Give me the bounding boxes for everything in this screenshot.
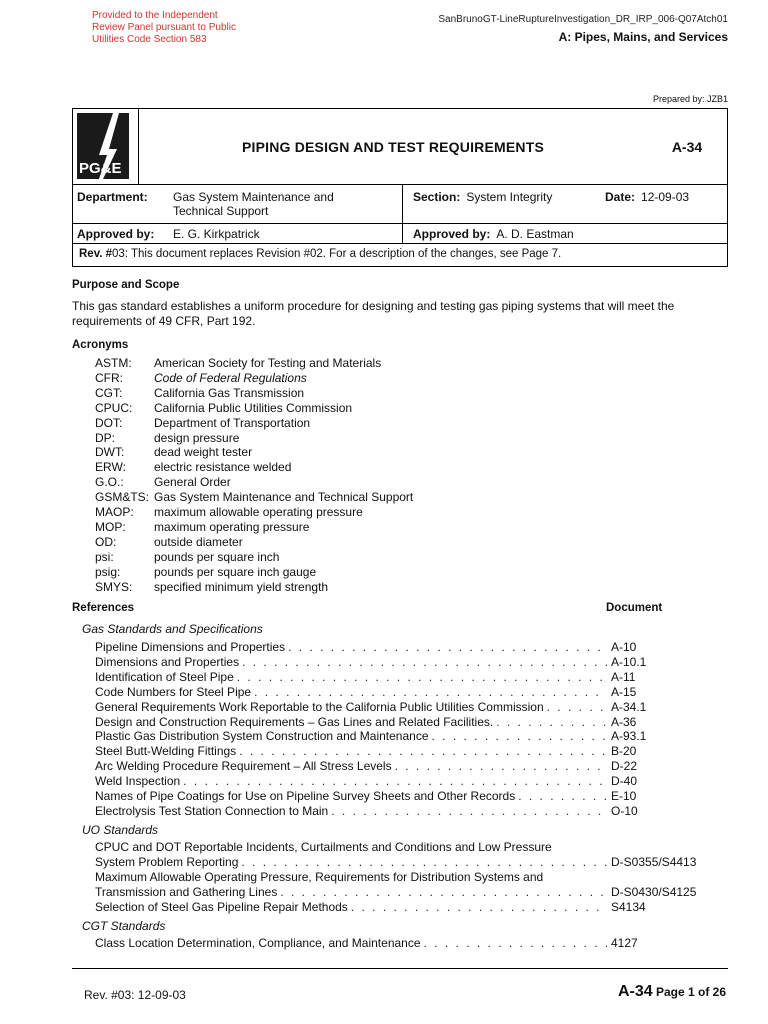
approved-by-line bbox=[73, 223, 402, 243]
acronyms-list bbox=[95, 356, 413, 595]
notice-line: Provided to the Independent bbox=[92, 10, 218, 21]
document-code: A-34 bbox=[671, 138, 703, 155]
acronym-abbr: MOP: bbox=[95, 519, 126, 534]
reference-row bbox=[95, 744, 715, 759]
reference-title: Arc Welding Procedure Requirement – All Stress Levels bbox=[95, 759, 392, 774]
acronym-abbr: MAOP: bbox=[95, 505, 134, 520]
header-box bbox=[72, 108, 728, 267]
reference-doc-number: A-36 bbox=[611, 714, 637, 729]
reference-row bbox=[95, 700, 715, 715]
acronym-row bbox=[95, 520, 413, 535]
acronym-definition: California Gas Transmission bbox=[154, 385, 305, 400]
acronym-definition: General Order bbox=[154, 475, 231, 490]
acronym-definition: Department of Transportation bbox=[154, 415, 311, 430]
dot-leader bbox=[348, 900, 607, 915]
section-label: Section: bbox=[413, 190, 461, 204]
acronym-row bbox=[95, 460, 413, 475]
reference-doc-number: E-10 bbox=[611, 789, 637, 804]
reference-doc-number: A-34.1 bbox=[611, 699, 647, 714]
document-column-heading: Document bbox=[606, 602, 663, 614]
reference-doc-number: D-22 bbox=[611, 759, 638, 774]
reference-title: Steel Butt-Welding Fittings bbox=[95, 744, 237, 759]
purpose-heading: Purpose and Scope bbox=[72, 279, 180, 291]
reference-title: Design and Construction Requirements – Gas Lines and Related Facilities. bbox=[95, 714, 494, 729]
acronym-row bbox=[95, 386, 413, 401]
section-value: System Integrity bbox=[466, 190, 553, 204]
dot-leader bbox=[234, 670, 607, 685]
acronym-definition: electric resistance welded bbox=[154, 460, 292, 475]
header-title-row bbox=[73, 109, 727, 185]
document-id: SanBrunoGT-LineRuptureInvestigation_DR_IRP_006-Q07Atch01 bbox=[438, 14, 728, 25]
reference-doc-number: B-20 bbox=[611, 744, 637, 759]
reference-row bbox=[95, 789, 715, 804]
pge-logo-icon bbox=[73, 109, 137, 183]
acronym-abbr: G.O.: bbox=[95, 475, 124, 490]
reference-row bbox=[95, 640, 715, 655]
dot-leader bbox=[236, 744, 607, 759]
reference-title: Dimensions and Properties bbox=[95, 654, 240, 669]
reference-doc-number: D-S0430/S4125 bbox=[611, 884, 697, 899]
reference-doc-number: 4127 bbox=[611, 936, 638, 950]
acronym-row bbox=[95, 431, 413, 446]
reference-title: Pipeline Dimensions and Properties bbox=[95, 640, 286, 654]
reference-doc-number: D-40 bbox=[611, 774, 638, 789]
acronym-row bbox=[95, 371, 413, 386]
department-value-line: Technical Support bbox=[173, 204, 269, 218]
acronym-definition: pounds per square inch bbox=[154, 549, 280, 564]
acronym-definition: specified minimum yield strength bbox=[154, 579, 329, 594]
acronym-definition: California Public Utilities Commission bbox=[154, 400, 353, 415]
date-value: 12-09-03 bbox=[641, 190, 690, 204]
reference-title: Electrolysis Test Station Connection to Main bbox=[95, 803, 329, 818]
reference-row bbox=[95, 885, 715, 900]
acronym-abbr: OD: bbox=[95, 534, 117, 549]
reference-row bbox=[95, 655, 715, 670]
acronym-abbr: psig: bbox=[95, 564, 121, 579]
acronym-definition: American Society for Testing and Materials bbox=[154, 356, 382, 370]
acronyms-heading: Acronyms bbox=[72, 339, 129, 351]
notice-line: Review Panel pursuant to Public bbox=[92, 22, 236, 33]
footer-doc-code: A-34 bbox=[617, 983, 653, 1000]
reference-title-line: Maximum Allowable Operating Pressure, Requirements for Distribution Systems and bbox=[95, 869, 544, 884]
gas-standards-list bbox=[95, 640, 715, 819]
reference-doc-number: A-10 bbox=[611, 640, 637, 654]
acronym-abbr: DOT: bbox=[95, 415, 123, 430]
reference-row bbox=[95, 804, 715, 819]
dot-leader bbox=[392, 759, 607, 774]
reference-row bbox=[95, 855, 715, 870]
reference-doc-number: A-11 bbox=[611, 669, 636, 684]
footer-page-text: Page 1 of 26 bbox=[652, 985, 726, 999]
pge-logo bbox=[73, 109, 139, 184]
dot-leader bbox=[277, 885, 607, 900]
approved-by-line-2 bbox=[403, 223, 727, 243]
reference-doc-number: A-93.1 bbox=[611, 729, 647, 744]
reference-title: Code Numbers for Steel Pipe bbox=[95, 684, 252, 699]
section-block bbox=[403, 185, 727, 243]
date-label: Date: bbox=[605, 190, 636, 204]
acronym-abbr: DWT: bbox=[95, 445, 125, 460]
reference-title: Identification of Steel Pipe bbox=[95, 669, 234, 684]
uo-standards-heading: UO Standards bbox=[82, 823, 159, 837]
department-line bbox=[73, 185, 402, 223]
reference-doc-number: O-10 bbox=[611, 803, 638, 818]
acronym-abbr: CFR: bbox=[95, 370, 123, 385]
acronym-definition: design pressure bbox=[154, 430, 240, 445]
acronym-abbr: ERW: bbox=[95, 460, 126, 475]
logo-text: PG&E bbox=[79, 160, 122, 177]
acronym-abbr: DP: bbox=[95, 430, 116, 445]
department-value bbox=[173, 190, 398, 223]
footer-page-number bbox=[618, 983, 726, 1001]
acronym-row bbox=[95, 565, 413, 580]
acronym-row bbox=[95, 356, 413, 371]
acronym-definition: maximum allowable operating pressure bbox=[154, 505, 363, 520]
notice-line: Utilities Code Section 583 bbox=[92, 34, 207, 45]
acronym-abbr: CGT: bbox=[95, 385, 123, 400]
acronym-abbr: CPUC: bbox=[95, 400, 133, 415]
purpose-line: This gas standard establishes a uniform procedure for designing and testing gas piping systems that will meet the bbox=[72, 299, 675, 313]
cgt-standards-heading: CGT Standards bbox=[82, 919, 166, 933]
reference-row bbox=[95, 715, 715, 730]
section-field bbox=[413, 190, 605, 223]
department-label: Department: bbox=[77, 190, 148, 204]
dot-leader bbox=[285, 640, 607, 655]
reference-row bbox=[95, 900, 715, 915]
dot-leader bbox=[429, 729, 608, 744]
dot-leader bbox=[544, 700, 607, 715]
acronym-definition: pounds per square inch gauge bbox=[154, 564, 317, 579]
dot-leader bbox=[238, 855, 607, 870]
acronym-row bbox=[95, 490, 413, 505]
acronym-row bbox=[95, 505, 413, 520]
acronym-abbr: SMYS: bbox=[95, 579, 133, 594]
revision-label: Rev. # bbox=[79, 248, 113, 260]
dot-leader bbox=[180, 774, 607, 789]
review-panel-notice bbox=[92, 10, 236, 46]
reference-doc-number: A-10.1 bbox=[611, 654, 647, 669]
gas-standards-heading: Gas Standards and Specifications bbox=[82, 622, 263, 636]
reference-title-line: CPUC and DOT Reportable Incidents, Curtailments and Conditions and Low Pressure bbox=[95, 840, 552, 854]
approved-by-value: A. D. Eastman bbox=[496, 227, 574, 241]
acronym-row bbox=[95, 580, 413, 595]
cgt-standards-list bbox=[95, 936, 715, 951]
reference-doc-number: A-15 bbox=[611, 684, 637, 699]
reference-title: Selection of Steel Gas Pipeline Repair Methods bbox=[95, 899, 348, 914]
reference-row bbox=[95, 670, 715, 685]
reference-title: System Problem Reporting bbox=[95, 854, 239, 869]
section-title: A: Pipes, Mains, and Services bbox=[558, 30, 728, 44]
references-heading: References bbox=[72, 602, 135, 614]
acronym-definition: outside diameter bbox=[154, 534, 243, 549]
acronym-row bbox=[95, 550, 413, 565]
reference-title: Class Location Determination, Compliance, and Maintenance bbox=[95, 936, 421, 950]
reference-title: General Requirements Work Reportable to the California Public Utilities Commission bbox=[95, 699, 544, 714]
reference-row bbox=[95, 936, 715, 951]
reference-title: Plastic Gas Distribution System Construction and Maintenance bbox=[95, 729, 429, 744]
acronym-abbr: ASTM: bbox=[95, 356, 132, 370]
acronym-definition: Gas System Maintenance and Technical Support bbox=[154, 490, 414, 505]
dot-leader bbox=[515, 789, 607, 804]
acronym-abbr: psi: bbox=[95, 549, 114, 564]
acronym-definition: maximum operating pressure bbox=[154, 519, 310, 534]
acronym-row bbox=[95, 445, 413, 460]
section-date-line bbox=[403, 185, 727, 223]
footer-rule bbox=[72, 968, 728, 969]
acronym-definition: dead weight tester bbox=[154, 445, 253, 460]
department-value-line: Gas System Maintenance and bbox=[173, 190, 334, 204]
reference-title: Transmission and Gathering Lines bbox=[95, 884, 278, 899]
dot-leader bbox=[251, 685, 607, 700]
acronym-definition: Code of Federal Regulations bbox=[154, 370, 307, 385]
reference-row bbox=[95, 729, 715, 744]
reference-row bbox=[95, 774, 715, 789]
reference-doc-number: D-S0355/S4413 bbox=[611, 854, 697, 869]
dot-leader bbox=[239, 655, 607, 670]
dot-leader bbox=[328, 804, 607, 819]
approved-by-label: Approved by: bbox=[77, 227, 155, 241]
date-field bbox=[605, 190, 689, 223]
header-meta-row bbox=[73, 185, 727, 244]
purpose-paragraph bbox=[72, 299, 728, 329]
reference-row bbox=[95, 685, 715, 700]
document-title: PIPING DESIGN AND TEST REQUIREMENTS bbox=[241, 138, 545, 155]
dot-leader bbox=[493, 715, 607, 730]
acronym-row bbox=[95, 475, 413, 490]
reference-row bbox=[95, 759, 715, 774]
approved-by-label: Approved by: bbox=[413, 227, 491, 241]
dot-leader bbox=[421, 936, 607, 951]
acronym-row bbox=[95, 401, 413, 416]
acronym-row bbox=[95, 535, 413, 550]
revision-text: 03: This document replaces Revision #02. For a description of the changes, see Page 7. bbox=[112, 248, 562, 260]
prepared-by: Prepared by: JZB1 bbox=[652, 94, 728, 104]
acronym-row bbox=[95, 416, 413, 431]
uo-standards-list bbox=[95, 840, 715, 915]
reference-title: Names of Pipe Coatings for Use on Pipeline Survey Sheets and Other Records bbox=[95, 789, 516, 804]
footer-revision: Rev. #03: 12-09-03 bbox=[84, 988, 186, 1002]
reference-title: Weld Inspection bbox=[95, 774, 181, 789]
revision-row bbox=[73, 244, 727, 266]
purpose-line: requirements of 49 CFR, Part 192. bbox=[72, 314, 256, 328]
department-block bbox=[73, 185, 403, 243]
approved-by-value: E. G. Kirkpatrick bbox=[173, 227, 260, 241]
acronym-abbr: GSM&TS: bbox=[95, 490, 150, 505]
reference-doc-number: S4134 bbox=[611, 899, 646, 914]
